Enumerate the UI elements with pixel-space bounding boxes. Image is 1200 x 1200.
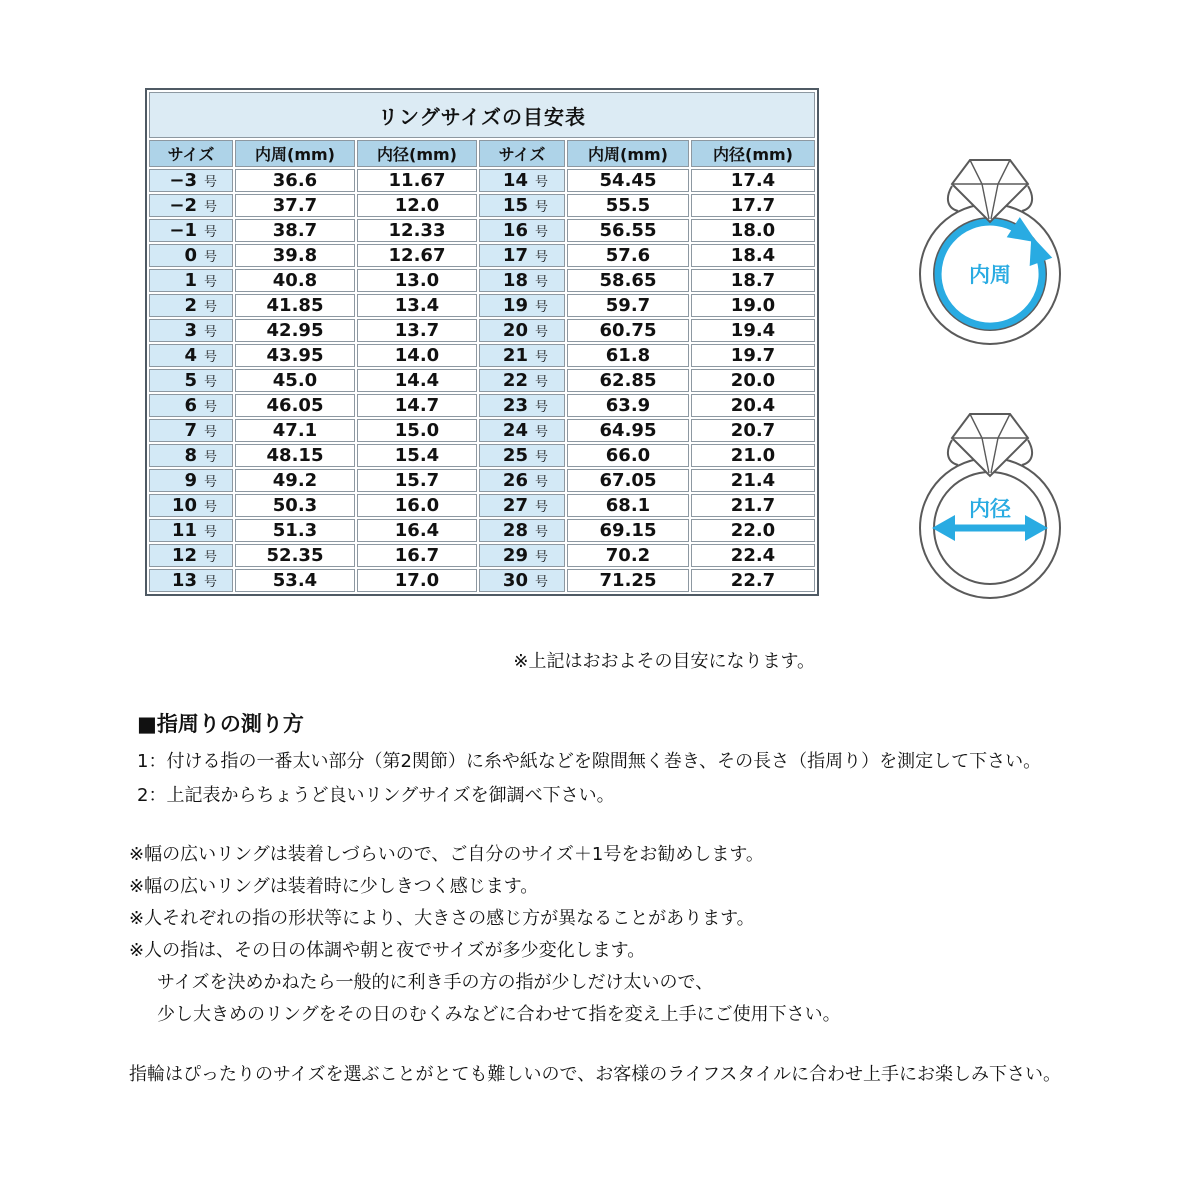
circumference-cell: 50.3	[235, 494, 355, 517]
circumference-cell: 53.4	[235, 569, 355, 592]
size-cell: −2 号	[149, 194, 233, 217]
size-cell: 20 号	[479, 319, 565, 342]
circumference-cell: 36.6	[235, 169, 355, 192]
caution-note: ※人の指は、その日の体調や朝と夜でサイズが多少変化します。	[129, 940, 646, 961]
diameter-cell: 22.4	[691, 544, 815, 567]
diameter-cell: 19.4	[691, 319, 815, 342]
size-cell: 10 号	[149, 494, 233, 517]
circumference-cell: 52.35	[235, 544, 355, 567]
diameter-cell: 20.0	[691, 369, 815, 392]
size-cell: 8 号	[149, 444, 233, 467]
circumference-cell: 59.7	[567, 294, 689, 317]
diameter-cell: 17.0	[357, 569, 477, 592]
size-cell: 14 号	[479, 169, 565, 192]
table-row	[149, 569, 815, 592]
circumference-cell: 60.75	[567, 319, 689, 342]
diameter-cell: 13.4	[357, 294, 477, 317]
diameter-cell: 16.7	[357, 544, 477, 567]
caution-note: ※人それぞれの指の形状等により、大きさの感じ方が異なることがあります。	[129, 908, 755, 929]
diameter-cell: 20.4	[691, 394, 815, 417]
size-cell: 27 号	[479, 494, 565, 517]
caution-note: ※幅の広いリングは装着しづらいので、ご自分のサイズ＋1号をお勧めします。	[129, 844, 764, 865]
diameter-cell: 21.0	[691, 444, 815, 467]
circumference-cell: 63.9	[567, 394, 689, 417]
table-row	[149, 544, 815, 567]
table-body	[149, 169, 815, 592]
circumference-cell: 66.0	[567, 444, 689, 467]
size-cell: 7 号	[149, 419, 233, 442]
table-row	[149, 494, 815, 517]
circumference-cell: 71.25	[567, 569, 689, 592]
table-row	[149, 269, 815, 292]
size-cell: 5 号	[149, 369, 233, 392]
diameter-cell: 11.67	[357, 169, 477, 192]
circumference-cell: 61.8	[567, 344, 689, 367]
diameter-cell: 12.67	[357, 244, 477, 267]
circumference-cell: 43.95	[235, 344, 355, 367]
diameter-cell: 21.4	[691, 469, 815, 492]
circumference-cell: 48.15	[235, 444, 355, 467]
table-row	[149, 294, 815, 317]
diameter-cell: 18.4	[691, 244, 815, 267]
table-row	[149, 319, 815, 342]
circumference-cell: 38.7	[235, 219, 355, 242]
size-cell: 1 号	[149, 269, 233, 292]
size-cell: 26 号	[479, 469, 565, 492]
size-cell: 12 号	[149, 544, 233, 567]
circumference-cell: 41.85	[235, 294, 355, 317]
inner-diameter-diagram	[890, 402, 1090, 652]
table-row	[149, 419, 815, 442]
circumference-cell: 57.6	[567, 244, 689, 267]
circumference-cell: 39.8	[235, 244, 355, 267]
diameter-cell: 17.4	[691, 169, 815, 192]
size-cell: 29 号	[479, 544, 565, 567]
size-cell: 25 号	[479, 444, 565, 467]
size-cell: 6 号	[149, 394, 233, 417]
circumference-cell: 64.95	[567, 419, 689, 442]
table-title: リングサイズの目安表	[149, 92, 815, 138]
circumference-cell: 58.65	[567, 269, 689, 292]
size-cell: −1 号	[149, 219, 233, 242]
table-row	[149, 519, 815, 542]
caution-note-continued: サイズを決めかねたら一般的に利き手の方の指が少しだけ太いので、	[157, 972, 714, 993]
size-cell: 23 号	[479, 394, 565, 417]
how-to-measure-section	[137, 708, 1041, 813]
table-row	[149, 344, 815, 367]
circumference-cell: 54.45	[567, 169, 689, 192]
size-cell: 18 号	[479, 269, 565, 292]
closing-note: 指輪はぴったりのサイズを選ぶことがとても難しいので、お客様のライフスタイルに合わせ上手にお楽しみ下さい。	[129, 1064, 1062, 1085]
size-cell: 15 号	[479, 194, 565, 217]
diameter-cell: 14.7	[357, 394, 477, 417]
diameter-cell: 16.4	[357, 519, 477, 542]
diameter-cell: 18.0	[691, 219, 815, 242]
circumference-cell: 68.1	[567, 494, 689, 517]
circumference-cell: 70.2	[567, 544, 689, 567]
diameter-cell: 15.4	[357, 444, 477, 467]
diameter-cell: 18.7	[691, 269, 815, 292]
diameter-cell: 16.0	[357, 494, 477, 517]
diameter-cell: 19.0	[691, 294, 815, 317]
diameter-cell: 14.4	[357, 369, 477, 392]
measure-step-1: 1：付ける指の一番太い部分（第2関節）に糸や紙などを隙間無く巻き、その長さ（指周り）を測定して下さい。	[137, 751, 1042, 772]
size-cell: 9 号	[149, 469, 233, 492]
circumference-cell: 49.2	[235, 469, 355, 492]
col-header-diameter-left: 内径(mm)	[357, 140, 477, 167]
diameter-cell: 12.33	[357, 219, 477, 242]
size-cell: 0 号	[149, 244, 233, 267]
size-cell: 19 号	[479, 294, 565, 317]
diameter-cell: 20.7	[691, 419, 815, 442]
size-cell: 28 号	[479, 519, 565, 542]
table-row	[149, 469, 815, 492]
table-approximation-note: ※上記はおおよその目安になります。	[513, 651, 815, 672]
diameter-cell: 22.0	[691, 519, 815, 542]
size-cell: 13 号	[149, 569, 233, 592]
circumference-cell: 42.95	[235, 319, 355, 342]
table-row	[149, 444, 815, 467]
measure-step-2: 2：上記表からちょうど良いリングサイズを御調べ下さい。	[137, 785, 615, 806]
size-cell: −3 号	[149, 169, 233, 192]
size-cell: 22 号	[479, 369, 565, 392]
size-cell: 4 号	[149, 344, 233, 367]
size-cell: 30 号	[479, 569, 565, 592]
diameter-cell: 17.7	[691, 194, 815, 217]
table-row	[149, 219, 815, 242]
diameter-cell: 12.0	[357, 194, 477, 217]
circumference-cell: 46.05	[235, 394, 355, 417]
diameter-cell: 22.7	[691, 569, 815, 592]
circumference-cell: 47.1	[235, 419, 355, 442]
size-cell: 16 号	[479, 219, 565, 242]
section-heading: ■指周りの測り方	[137, 712, 304, 736]
table-row	[149, 369, 815, 392]
diameter-cell: 15.0	[357, 419, 477, 442]
circumference-cell: 40.8	[235, 269, 355, 292]
ring-size-table	[145, 88, 819, 596]
inner-circumference-diagram	[890, 148, 1090, 398]
diameter-label: 内径	[969, 497, 1011, 521]
size-cell: 24 号	[479, 419, 565, 442]
table-header-row	[149, 140, 815, 167]
diameter-cell: 21.7	[691, 494, 815, 517]
circumference-cell: 55.5	[567, 194, 689, 217]
caution-note-continued: 少し大きめのリングをその日のむくみなどに合わせて指を変え上手にご使用下さい。	[157, 1004, 841, 1025]
col-header-circumference-right: 内周(mm)	[567, 140, 689, 167]
size-cell: 2 号	[149, 294, 233, 317]
circumference-cell: 62.85	[567, 369, 689, 392]
diameter-cell: 15.7	[357, 469, 477, 492]
caution-notes-section	[129, 839, 841, 1031]
circumference-cell: 51.3	[235, 519, 355, 542]
col-header-circumference-left: 内周(mm)	[235, 140, 355, 167]
col-header-diameter-right: 内径(mm)	[691, 140, 815, 167]
circumference-cell: 56.55	[567, 219, 689, 242]
table-row	[149, 194, 815, 217]
col-header-size-right: サイズ	[479, 140, 565, 167]
size-cell: 11 号	[149, 519, 233, 542]
diameter-cell: 13.7	[357, 319, 477, 342]
table-title-row	[149, 92, 815, 138]
size-cell: 17 号	[479, 244, 565, 267]
table-row	[149, 244, 815, 267]
circumference-cell: 67.05	[567, 469, 689, 492]
circumference-label: 内周	[969, 263, 1011, 287]
diameter-cell: 14.0	[357, 344, 477, 367]
table-row	[149, 169, 815, 192]
diameter-cell: 19.7	[691, 344, 815, 367]
size-cell: 3 号	[149, 319, 233, 342]
diameter-cell: 13.0	[357, 269, 477, 292]
caution-note: ※幅の広いリングは装着時に少しきつく感じます。	[129, 876, 539, 897]
circumference-cell: 45.0	[235, 369, 355, 392]
size-cell: 21 号	[479, 344, 565, 367]
col-header-size-left: サイズ	[149, 140, 233, 167]
circumference-cell: 37.7	[235, 194, 355, 217]
circumference-cell: 69.15	[567, 519, 689, 542]
table-row	[149, 394, 815, 417]
